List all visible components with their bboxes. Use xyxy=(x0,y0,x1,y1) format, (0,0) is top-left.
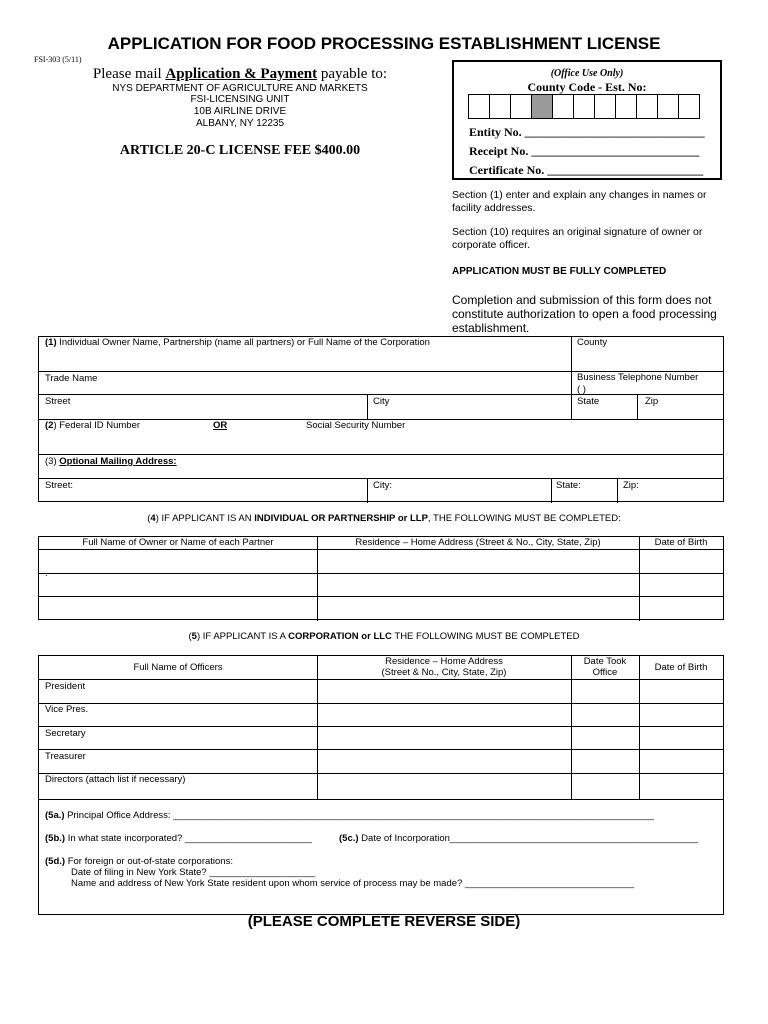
date-took-subheader: Office xyxy=(592,667,618,678)
item-5b-text: In what state incorporated? ________________________ xyxy=(65,833,312,844)
officer-directors: Directors (attach list if necessary) xyxy=(45,774,186,785)
officer-president: President xyxy=(45,681,86,692)
est-cell[interactable] xyxy=(490,94,511,119)
ny-filing-date-field[interactable]: Date of filing in New York State? ____________________ xyxy=(71,867,316,878)
date-took-header: Date Took xyxy=(583,656,627,667)
section-5-text-end: THE FOLLOWING MUST BE COMPLETED xyxy=(391,631,580,642)
section-5-paren: ( xyxy=(188,631,192,642)
address-line: 10B AIRLINE DRIVE xyxy=(193,106,287,117)
section-2-number: (2 xyxy=(45,420,54,431)
mail-emphasis: Application & Payment xyxy=(165,66,318,82)
officer-address-header: Residence – Home Address xyxy=(385,656,503,667)
state-label: State xyxy=(577,396,600,407)
officer-name-header: Full Name of Officers xyxy=(133,662,223,673)
section-5-text: ) IF APPLICANT IS A xyxy=(196,631,289,642)
address-line: NYS DEPARTMENT OF AGRICULTURE AND MARKETS xyxy=(112,83,368,94)
est-cell[interactable] xyxy=(553,94,574,119)
section-5-emphasis: CORPORATION or LLC xyxy=(288,631,392,642)
reverse-side-note: (PLEASE COMPLETE REVERSE SIDE) xyxy=(247,913,521,930)
est-cell[interactable] xyxy=(469,94,490,119)
est-cell[interactable] xyxy=(595,94,616,119)
entity-number-field[interactable]: Entity No. ______________________________ xyxy=(469,125,705,139)
office-use-label: (Office Use Only) xyxy=(550,68,624,79)
note-completion: Completion and submission of this form does not constitute authorization to open a food processing establishment. xyxy=(452,293,717,335)
officer-treasurer: Treasurer xyxy=(45,751,86,762)
or-label: OR xyxy=(213,420,228,431)
officer-dob-header: Date of Birth xyxy=(654,662,708,673)
form-number: FSI-303 (5/11) xyxy=(34,55,82,64)
office-use-box xyxy=(452,60,722,180)
form-title: APPLICATION FOR FOOD PROCESSING ESTABLISHMENT LICENSE xyxy=(107,34,661,53)
section-5-heading xyxy=(0,631,768,642)
foreign-corp-label xyxy=(45,856,233,867)
zip-label: Zip xyxy=(645,396,659,407)
note-section-10: Section (10) requires an original signature of owner or corporate officer. xyxy=(452,226,703,251)
item-5a-number: (5a.) xyxy=(45,810,65,821)
est-cell[interactable] xyxy=(574,94,595,119)
item-5b-number: (5b.) xyxy=(45,833,66,844)
est-cell[interactable] xyxy=(679,94,700,119)
section-4-paren: ( xyxy=(147,513,151,524)
item-5c-text: Date of Incorporation_______________________________________________ xyxy=(358,833,699,844)
note-must-complete: APPLICATION MUST BE FULLY COMPLETED xyxy=(452,266,667,277)
establishment-number-cells xyxy=(468,94,700,119)
federal-id-text: ) Federal ID Number xyxy=(53,420,141,431)
officers-table xyxy=(38,655,724,915)
section-4-text: ) IF APPLICANT IS AN xyxy=(155,513,255,524)
partner-dob-header: Date of Birth xyxy=(654,537,708,548)
partners-table xyxy=(38,536,724,620)
certificate-number-field[interactable]: Certificate No. __________________________ xyxy=(469,163,704,177)
officer-vice-president: Vice Pres. xyxy=(45,704,89,715)
street-label: Street xyxy=(45,396,71,407)
est-cell-shaded xyxy=(532,94,553,119)
section-3-number: (3) xyxy=(45,456,60,467)
county-code-label: County Code - Est. No: xyxy=(527,80,647,94)
section-4-heading xyxy=(0,513,768,524)
principal-office-field[interactable] xyxy=(45,810,654,821)
mail-prefix: Please mail xyxy=(92,66,166,82)
address-line: ALBANY, NY 12235 xyxy=(195,118,285,129)
owner-name-text: Individual Owner Name, Partnership (name all partners) or Full Name of the Corporation xyxy=(56,337,430,348)
owner-name-label xyxy=(45,337,430,348)
phone-area-code: ( ) xyxy=(577,384,586,395)
ny-resident-agent-field[interactable]: Name and address of New York State resident upon whom service of process may be made? ________________________________ xyxy=(71,878,635,889)
mailing-address-label xyxy=(45,456,177,467)
county-label: County xyxy=(577,337,608,348)
mailing-state-label: State: xyxy=(556,480,581,491)
mailing-street-label: Street: xyxy=(45,480,73,491)
city-label: City xyxy=(373,396,390,407)
officer-secretary: Secretary xyxy=(45,728,86,739)
item-5a-text: Principal Office Address: ___________________________________________________________________________________________ xyxy=(64,810,654,821)
section-4-emphasis: INDIVIDUAL OR PARTNERSHIP or LLP xyxy=(254,513,428,524)
ssn-label: Social Security Number xyxy=(306,420,406,431)
mailing-city-label: City: xyxy=(373,480,392,491)
section-4-number: 4 xyxy=(150,513,156,524)
est-cell[interactable] xyxy=(637,94,658,119)
officer-address-subheader: (Street & No., City, State, Zip) xyxy=(381,667,507,678)
row-mark: . xyxy=(45,568,48,579)
section-4-text-end: , THE FOLLOWING MUST BE COMPLETED: xyxy=(427,513,621,524)
state-incorporated-field[interactable] xyxy=(45,833,312,844)
receipt-number-field[interactable]: Receipt No. ____________________________ xyxy=(469,144,700,158)
license-fee: ARTICLE 20-C LICENSE FEE $400.00 xyxy=(119,143,361,158)
est-cell[interactable] xyxy=(658,94,679,119)
est-cell[interactable] xyxy=(616,94,637,119)
note-section-1: Section (1) enter and explain any changes in names or facility addresses. xyxy=(452,189,707,214)
mail-instruction xyxy=(40,66,440,83)
date-incorporation-field[interactable] xyxy=(339,833,698,844)
section-5-number: 5 xyxy=(191,631,197,642)
federal-id-label xyxy=(45,420,140,431)
item-5c-number: (5c.) xyxy=(339,833,359,844)
applicant-info-table xyxy=(38,336,724,502)
est-cell[interactable] xyxy=(511,94,532,119)
section-1-number: (1) xyxy=(45,337,57,348)
mail-suffix: payable to: xyxy=(317,66,388,82)
mailing-address-text: Optional Mailing Address: xyxy=(59,456,177,467)
mailing-zip-label: Zip: xyxy=(623,480,639,491)
business-phone-label: Business Telephone Number xyxy=(577,372,699,383)
partner-name-header: Full Name of Owner or Name of each Partner xyxy=(82,537,274,548)
address-line: FSI-LICENSING UNIT xyxy=(190,94,290,105)
partner-address-header: Residence – Home Address (Street & No., City, State, Zip) xyxy=(355,537,601,548)
item-5d-number: (5d.) xyxy=(45,856,66,867)
item-5d-text: For foreign or out-of-state corporations: xyxy=(65,856,233,867)
trade-name-label: Trade Name xyxy=(45,373,98,384)
